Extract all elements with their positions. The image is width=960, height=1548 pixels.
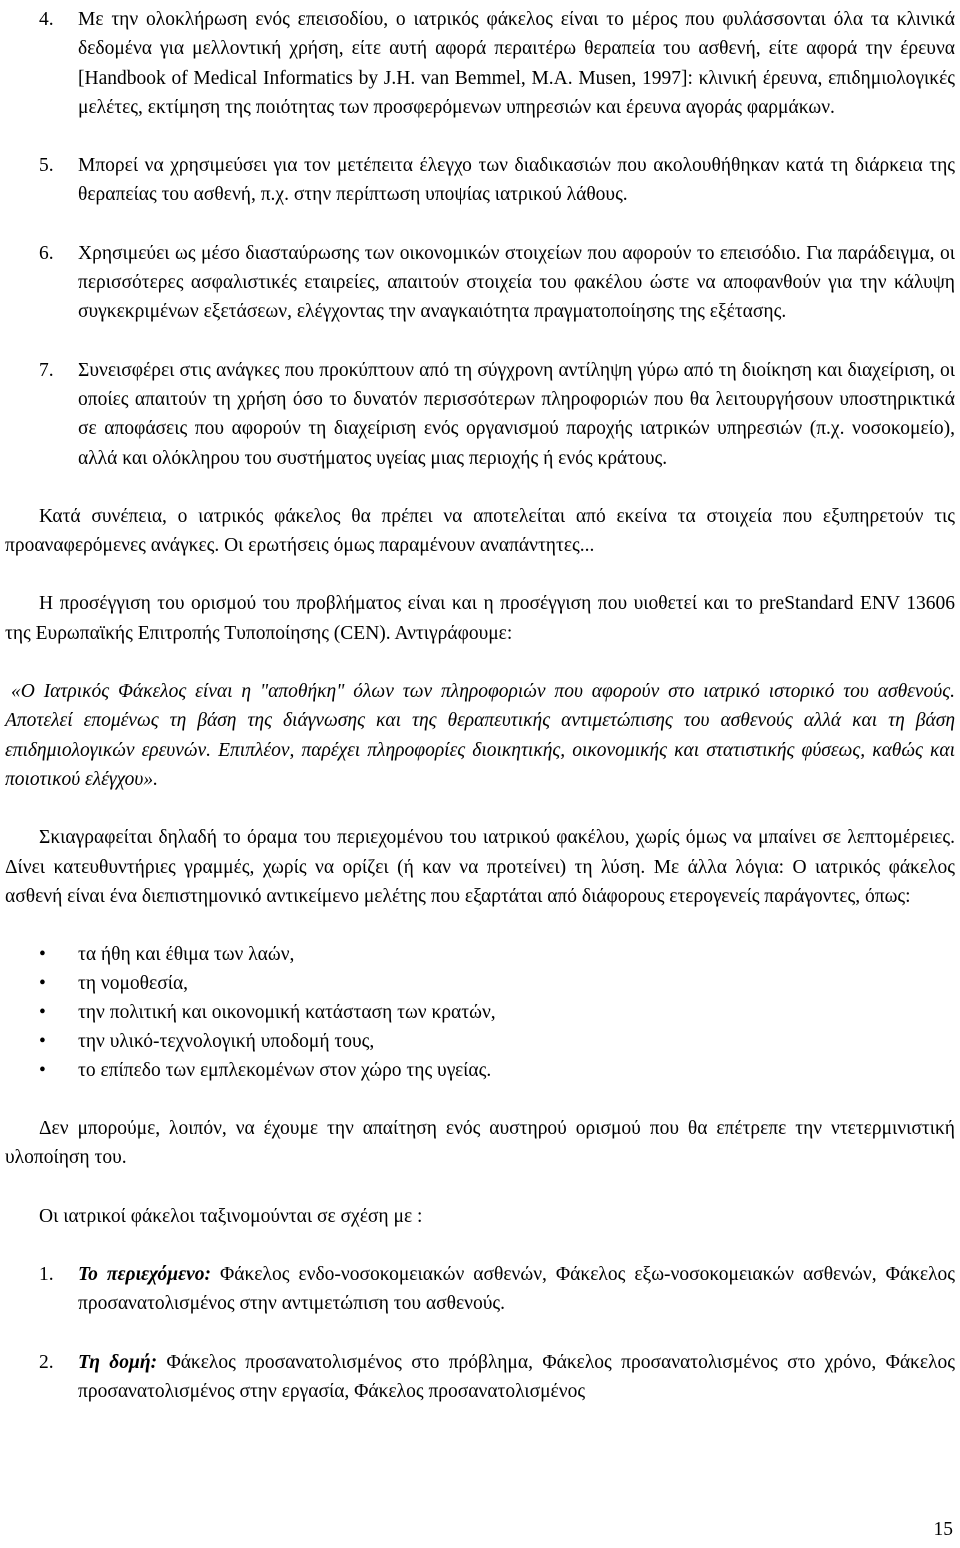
paragraph-approach: Η προσέγγιση του ορισμού του προβλήματος είναι και η προσέγγιση που υιοθετεί και το preStandard ENV 13606 της Ευρωπαϊκής Επιτροπής Τυποποίησης (CEN). Αντιγράφουμε: [5,593,955,644]
paragraph-classified: Οι ιατρικοί φάκελοι ταξινομούνται σε σχέση με : [39,1205,423,1227]
item-number: 6. [39,242,54,264]
classification-text: Φάκελος ενδο-νοσοκομειακών ασθενών, Φάκελος εξω-νοσοκομειακών ασθενών, Φάκελος προσανατολισμένος στην αντιμετώπιση του ασθενούς. [78,1264,955,1315]
bullet-text: την υλικό-τεχνολογική υποδομή τους, [78,1031,375,1053]
list-item [5,356,955,473]
item-number: 4. [39,9,54,30]
bullet-glyph: • [39,944,46,966]
paragraph-vision: Σκιαγραφείται δηλαδή το όραμα του περιεχομένου του ιατρικού φακέλου, χωρίς όμως να μπαίνει σε λεπτομέρειες. Δίνει κατευθυντήριες γραμμές, χωρίς να ορίζει (ή καν να προτείνει) τη λύση. Με άλλα λόγια: Ο ιατρικός φάκελος ασθενή είναι ένα διεπιστημονικό αντικείμενο μελέτης που εξαρτάται από διάφορους ετερογενείς παράγοντες, όπως: [5,827,955,907]
list-item [5,239,955,327]
bullet-text: τα ήθη και έθιμα των λαών, [78,944,295,966]
bullet-text: τη νομοθεσία, [78,973,189,995]
paragraph-consequently: Κατά συνέπεια, ο ιατρικός φάκελος θα πρέπει να αποτελείται από εκείνα τα στοιχεία που εξυπηρετούν τις προαναφερόμενες ανάγκες. Οι ερωτήσεις όμως παραμένουν αναπάντητες... [5,505,955,557]
item-number: 7. [39,359,54,381]
list-item [5,151,955,210]
bullet-text: την πολιτική και οικονομική κατάσταση των κρατών, [78,1002,496,1024]
item-text: Μπορεί να χρησιμεύσει για τον μετέπειτα έλεγχο των διαδικασιών που ακολουθήθηκαν κατά τη διάρκεια της θεραπείας του ασθενή, π.χ. στην περίπτωση υποψίας ιατρικού λάθους. [78,155,955,206]
item-number: 1. [39,1264,54,1286]
classification-item [5,1348,955,1407]
classification-text: Φάκελος προσανατολισμένος στο πρόβλημα, Φάκελος προσανατολισμένος στο χρόνο, Φάκελος προσανατολισμένος στην εργασία, Φάκελος προσανατολισμένος [78,1351,955,1402]
item-number: 5. [39,155,54,177]
factors-list [5,940,955,1085]
list-item [5,5,955,122]
paragraph-cannot: Δεν μπορούμε, λοιπόν, να έχουμε την απαίτηση ενός αυστηρού ορισμού που θα επέτρεπε την ντετερμινιστική υλοποίηση του. [5,1118,955,1169]
bullet-item [5,1056,955,1085]
document-page [5,5,955,1406]
item-text: Χρησιμεύει ως μέσο διασταύρωσης των οικονομικών στοιχείων που αφορούν το επεισόδιο. Για παράδειγμα, οι περισσότερες ασφαλιστικές εταιρείες, απαιτούν στοιχεία του φακέλου ώστε να αποφανθούν για την κάλυψη συγκεκριμένων εξετάσεων, ελέγχοντας την αναγκαιότητα πραγματοποίησης της εξέτασης. [78,242,955,323]
item-number: 2. [39,1351,54,1373]
item-text [78,1348,955,1407]
item-text: Με την ολοκλήρωση ενός επεισοδίου, ο ιατρικός φάκελος είναι το μέρος που φυλάσσονται όλα τα κλινικά δεδομένα για μελλοντική χρήση, είτε αυτή αφορά περαιτέρω θεραπεία του ασθενή, είτε αφορά την έρευνα [Handbook of Medical Informatics by J.H. van Bemmel, M.A. Musen, 1997]: κλινική έρευνα, επιδημιολογικές μελέτες, εκτίμηση της ποιότητας των προσφερόμενων υπηρεσιών και έρευνα αγοράς φαρμάκων. [78,9,955,118]
item-text: Συνεισφέρει στις ανάγκες που προκύπτουν από τη σύγχρονη αντίληψη γύρω από τη διοίκηση και διαχείριση, οι οποίες απαιτούν τη χρήση όσο το δυνατόν περισσότερων πληροφοριών που θα λειτουργήσουν υποστηρικτικά σε αποφάσεις που αφορούν τη διαχείριση ενός οργανισμού παροχής ιατρικών υπηρεσιών (π.χ. νοσοκομείο), αλλά και ολόκληρου του συστήματος υγείας μιας περιοχής ή ενός κράτους. [78,359,955,469]
classification-item [5,1260,955,1319]
bullet-glyph: • [39,1060,46,1082]
page-number: 15 [933,1518,953,1540]
definition-quote: «Ο Ιατρικός Φάκελος είναι η "αποθήκη" όλων των πληροφοριών που αφορούν στο ιατρικό ιστορικό του ασθενούς. Αποτελεί επομένως τη βάση της διάγνωσης και της θεραπευτικής αντιμετώπισης του ασθενούς αλλά και τη βάση επιδημιολογικών ερευνών. Επιπλέον, παρέχει πληροφορίες διοικητικής, οικονομικής και στατιστικής φύσεως, καθώς και ποιοτικού ελέγχου». [5,681,955,790]
bullet-item [5,940,955,969]
bullet-glyph: • [39,1031,46,1053]
bullet-item [5,998,955,1027]
classification-term: Το περιεχόμενο: [78,1264,211,1286]
item-text [78,1260,955,1319]
bullet-glyph: • [39,973,46,995]
classification-term: Τη δομή: [78,1351,158,1373]
bullet-item [5,1027,955,1056]
bullet-text: το επίπεδο των εμπλεκομένων στον χώρο της υγείας. [78,1060,492,1082]
bullet-glyph: • [39,1002,46,1024]
bullet-item [5,969,955,998]
